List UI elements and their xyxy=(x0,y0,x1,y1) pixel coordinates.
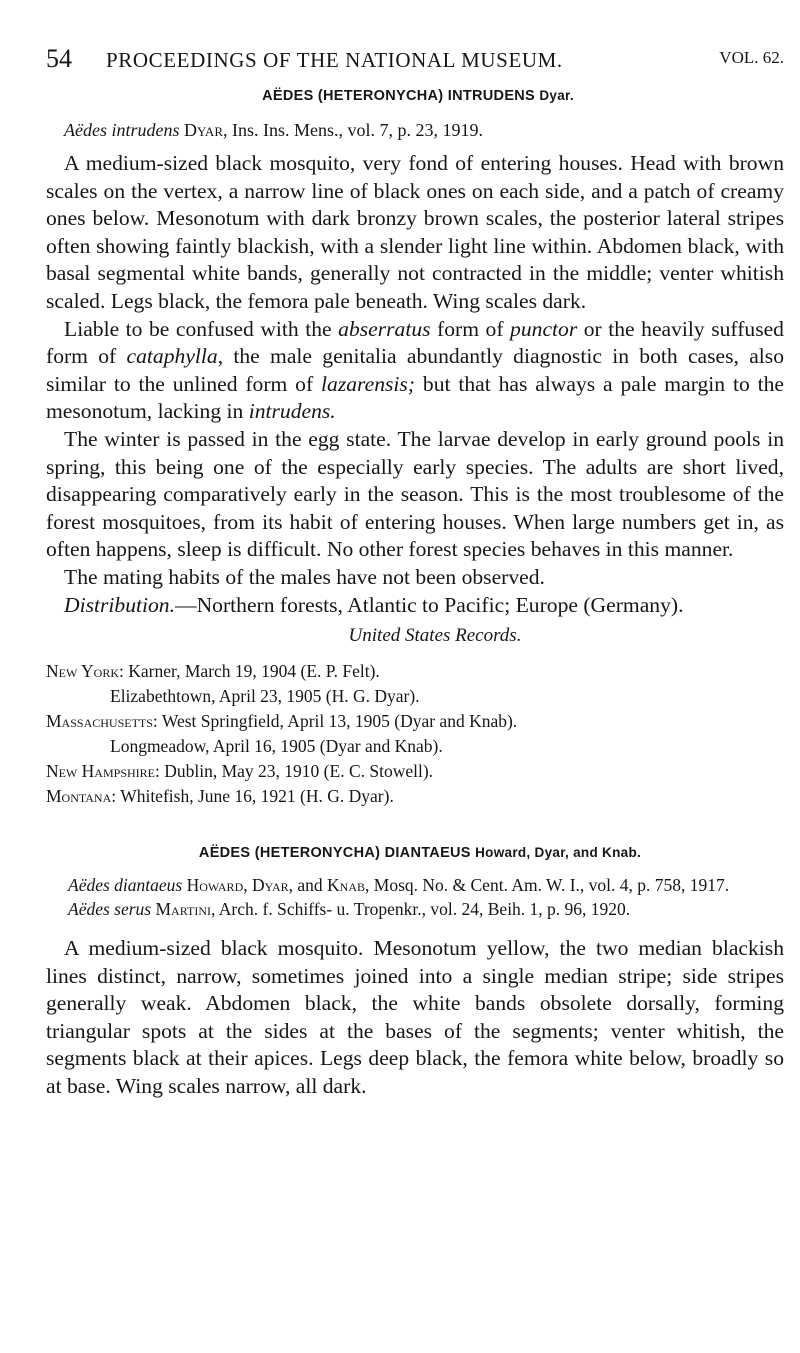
records-title: United States Records. xyxy=(348,625,522,647)
text-run: or the heavily suffused form of xyxy=(46,316,784,369)
text-run: , the male genitalia abundantly diagnostic in both cases, also similar to the unlined form of xyxy=(46,344,784,396)
distribution-text: —Northern forests, Atlantic to Pacific; Europe (Germany). xyxy=(174,592,684,617)
distribution-label: Distribution. xyxy=(64,592,175,617)
italic-term: intrudens. xyxy=(248,399,336,424)
citation-diantaeus xyxy=(46,873,784,897)
citation-author: Dyar, xyxy=(183,120,228,140)
citation-species-name: Aëdes diantaeus xyxy=(68,875,183,896)
record-state: New Hampshire: xyxy=(46,761,160,782)
paragraph-description: A medium-sized black mosquito. Mesonotum yellow, the two median blackish lines distinct, narrow, sometimes joined into a single median stripe; side stripes generally weak. Abdomen black, the white bands obsolete dorsally, forming triangular spots at the sides at the bases of the segments; venter whitish, the segments black at their apices. Legs deep black, the femora white below, broadly so at base. Wing scales narrow, all dark. xyxy=(46,936,784,1099)
citation-serus xyxy=(46,897,784,921)
record-entry: West Springfield, April 13, 1905 (Dyar and Knab). xyxy=(161,711,518,732)
citation-intrudens xyxy=(46,118,784,142)
text-run: form of xyxy=(437,316,504,341)
record-montana xyxy=(46,784,784,809)
record-new-york xyxy=(46,659,784,684)
paragraph-comparison xyxy=(46,316,784,426)
paragraph-biology: The winter is passed in the egg state. The larvae develop in early ground pools in spring, this being one of the especially early species. The adults are short lived, disappearing comparatively early in the season. This is the most troublesome of the forest mosquitoes, from its habit of entering houses. When large numbers get in, as often happens, sleep is difficult. No other forest species behaves in this manner. xyxy=(46,426,784,562)
record-entry: Longmeadow, April 16, 1905 (Dyar and Knab). xyxy=(110,736,443,757)
citation-reference: Mosq. No. & Cent. Am. W. I., vol. 4, p. 758, 1917. xyxy=(373,875,730,896)
citation-and: and xyxy=(297,875,323,896)
record-state: Montana: xyxy=(46,786,117,807)
citation-species-name: Aëdes intrudens xyxy=(64,120,180,140)
species-heading-author: Dyar. xyxy=(539,88,574,103)
page xyxy=(46,44,784,1101)
italic-term: punctor xyxy=(510,316,578,341)
species-heading-diantaeus xyxy=(46,845,784,861)
description-diantaeus xyxy=(46,935,784,1101)
text-run: Liable to be confused with the xyxy=(64,316,332,341)
record-continuation xyxy=(46,684,784,709)
record-entry: Whitefish, June 16, 1921 (H. G. Dyar). xyxy=(120,786,394,807)
italic-term: cataphylla xyxy=(126,344,218,369)
page-number: 54 xyxy=(46,44,72,73)
citation-species-name: Aëdes serus xyxy=(68,899,152,920)
species-heading-name: AËDES (HETERONYCHA) INTRUDENS xyxy=(262,88,536,104)
record-massachusetts xyxy=(46,709,784,734)
species-heading-name: AËDES (HETERONYCHA) DIANTAEUS xyxy=(198,845,471,862)
record-entry: Dublin, May 23, 1910 (E. C. Stowell). xyxy=(164,761,434,782)
citation-author: Knab, xyxy=(327,875,370,896)
species-heading-intrudens xyxy=(46,88,784,104)
italic-term: lazarensis; xyxy=(321,371,416,396)
text-run: but that has always a pale margin to the mesonotum, lacking in xyxy=(46,371,784,424)
record-new-hampshire xyxy=(46,759,784,784)
record-continuation xyxy=(46,734,784,759)
citation-author: Martini, xyxy=(155,899,216,920)
paragraph-distribution xyxy=(46,592,784,620)
italic-term: abserratus xyxy=(338,316,431,341)
running-head xyxy=(46,44,784,78)
species-heading-author: Howard, Dyar, and Knab. xyxy=(475,845,642,861)
record-state: New York: xyxy=(46,661,124,682)
record-entry: Karner, March 19, 1904 (E. P. Felt). xyxy=(128,661,380,682)
citation-author: Howard, Dyar, xyxy=(186,875,293,896)
citation-reference: Ins. Ins. Mens., vol. 7, p. 23, 1919. xyxy=(232,120,483,140)
record-entry: Elizabethtown, April 23, 1905 (H. G. Dyar). xyxy=(110,686,420,707)
records-list xyxy=(46,659,784,809)
citation-reference: Arch. f. Schiffs- u. Tropenkr., vol. 24, Beih. 1, p. 96, 1920. xyxy=(218,899,631,920)
paragraph-mating: The mating habits of the males have not been observed. xyxy=(64,564,545,589)
description-intrudens xyxy=(46,150,784,619)
citations-diantaeus xyxy=(46,873,784,921)
running-title: PROCEEDINGS OF THE NATIONAL MUSEUM. xyxy=(106,48,563,72)
record-state: Massachusetts: xyxy=(46,711,158,732)
paragraph-description: A medium-sized black mosquito, very fond of entering houses. Head with brown scales on the vertex, a narrow line of black ones on each side, and a patch of creamy ones below. Mesonotum with dark bronzy brown scales, the posterior lateral stripes often showing faintly blackish, with a slender light line within. Abdomen black, with basal segmental white bands, generally not contracted in the middle; venter whitish scaled. Legs black, the femora pale beneath. Wing scales dark. xyxy=(46,151,784,313)
volume-label: VOL. 62. xyxy=(719,48,784,67)
